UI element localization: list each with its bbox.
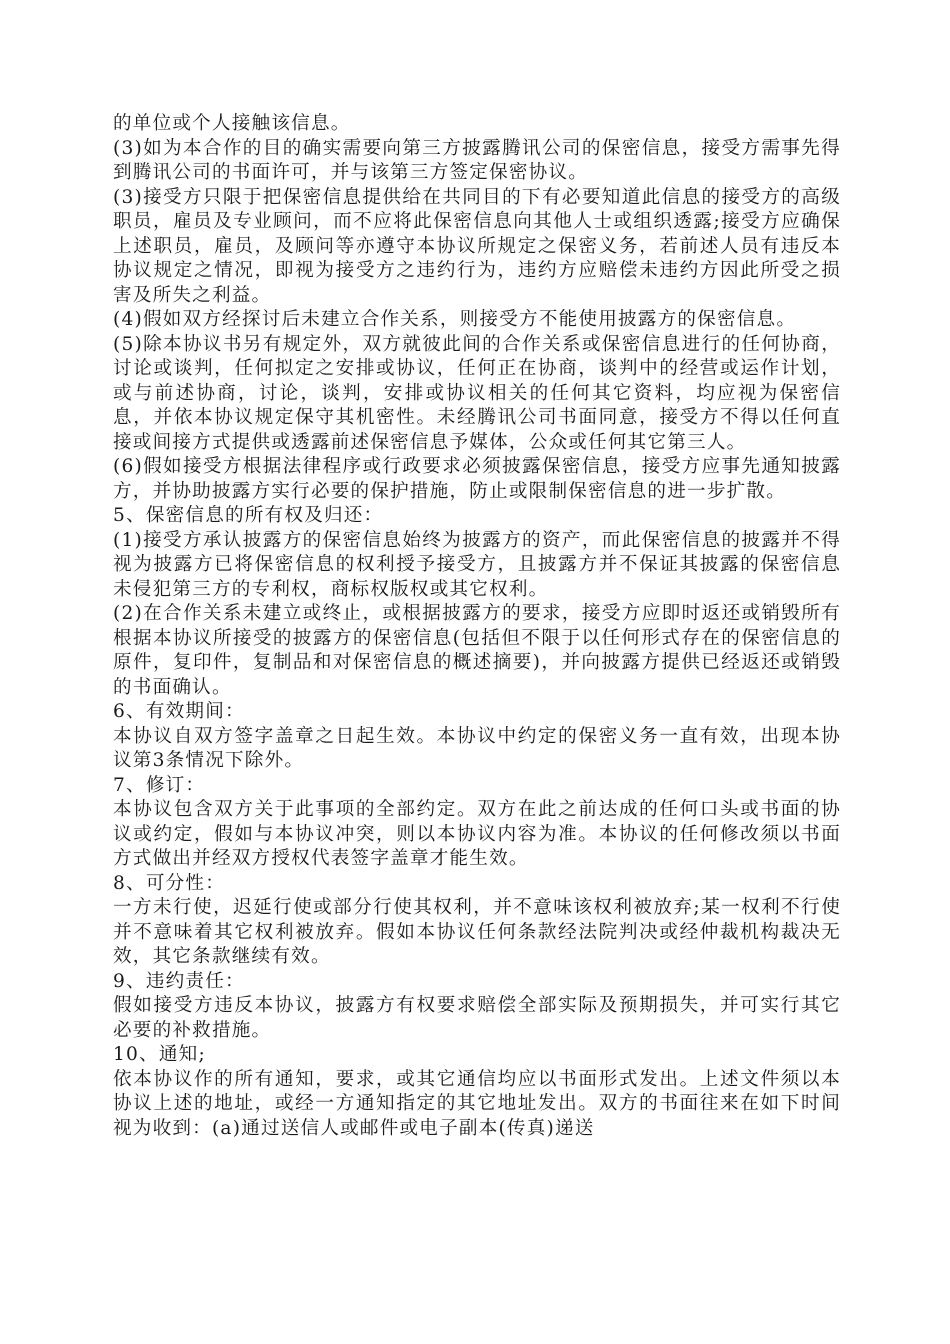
paragraph-ownership-1: (1)接受方承认披露方的保密信息始终为披露方的资产，而此保密信息的披露并不得视为披露方已将保密信息的权利授予接受方，且披露方并不保证其披露的保密信息未侵犯第三方的专利权，商标权版权或其它权利。 — [113, 529, 841, 600]
document-body — [113, 112, 841, 1141]
paragraph-amendment: 本协议包含双方关于此事项的全部约定。双方在此之前达成的任何口头或书面的协议或约定，假如与本协议冲突，则以本协议内容为准。本协议的任何修改须以书面方式做出并经双方授权代表签字盖章才能生效。 — [113, 799, 841, 869]
paragraph-ownership-2: (2)在合作关系未建立或终止，或根据披露方的要求，接受方应即时返还或销毁所有根据本协议所接受的披露方的保密信息(包括但不限于以任何形式存在的保密信息的原件，复印件，复制品和对保密信息的概述摘要)，并向披露方提供已经返还或销毁的书面确认。 — [113, 603, 841, 698]
paragraph-clause-3a: (3)如为本合作的目的确实需要向第三方披露腾讯公司的保密信息，接受方需事先得到腾讯公司的书面许可，并与该第三方签定保密协议。 — [113, 137, 841, 183]
paragraph-validity: 本协议自双方签字盖章之日起生效。本协议中约定的保密义务一直有效，出现本协议第3条情况下除外。 — [113, 725, 841, 771]
paragraph-liability: 假如接受方违反本协议，披露方有权要求赔偿全部实际及预期损失，并可实行其它必要的补救措施。 — [113, 995, 841, 1041]
paragraph-severability: 一方未行使，迟延行使或部分行使其权利，并不意味该权利被放弃;某一权利不行使并不意味着其它权利被放弃。假如本协议任何条款经法院判决或经仲裁机构裁决无效，其它条款继续有效。 — [113, 897, 841, 967]
section-heading-notice: 10、通知; — [113, 1044, 206, 1065]
paragraph-clause-5: (5)除本协议书另有规定外，双方就彼此间的合作关系或保密信息进行的任何协商，讨论或谈判，任何拟定之安排或协议，任何正在协商，谈判中的经营或运作计划，或与前述协商，讨论，谈判，安排或协议相关的任何其它资料，均应视为保密信息，并依本协议规定保守其机密性。未经腾讯公司书面同意，接受方不得以任何直接或间接方式提供或透露前述保密信息予媒体，公众或任何其它第三人。 — [113, 333, 841, 453]
section-heading-ownership: 5、保密信息的所有权及归还： — [113, 505, 384, 526]
paragraph-clause-6: (6)假如接受方根据法律程序或行政要求必须披露保密信息，接受方应事先通知披露方，并协助披露方实行必要的保护措施，防止或限制保密信息的进一步扩散。 — [113, 456, 841, 502]
section-heading-severability: 8、可分性： — [113, 872, 225, 894]
paragraph-notice: 依本协议作的所有通知，要求，或其它通信均应以书面形式发出。上述文件须以本协议上述的地址，或经一方通知指定的其它地址发出。双方的书面往来在如下时间视为收到：(a)通过送信人或邮件或电子副本(传真)递送 — [113, 1068, 841, 1139]
section-heading-amendment: 7、修订： — [113, 774, 206, 796]
paragraph-clause-3b: (3)接受方只限于把保密信息提供给在共同目的下有必要知道此信息的接受方的高级职员，雇员及专业顾问，而不应将此保密信息向其他人士或组织透露;接受方应确保上述职员，雇员，及顾问等亦遵守本协议所规定之保密义务，若前述人员有违反本协议规定之情况，即视为接受方之违约行为，违约方应赔偿未违约方因此所受之损害及所失之利益。 — [113, 186, 841, 306]
section-heading-validity: 6、有效期间： — [113, 701, 245, 722]
section-heading-liability: 9、违约责任： — [113, 970, 245, 992]
paragraph-clause-4: (4)假如双方经探讨后未建立合作关系，则接受方不能使用披露方的保密信息。 — [113, 309, 797, 330]
paragraph-continuation: 的单位或个人接触该信息。 — [113, 113, 351, 134]
